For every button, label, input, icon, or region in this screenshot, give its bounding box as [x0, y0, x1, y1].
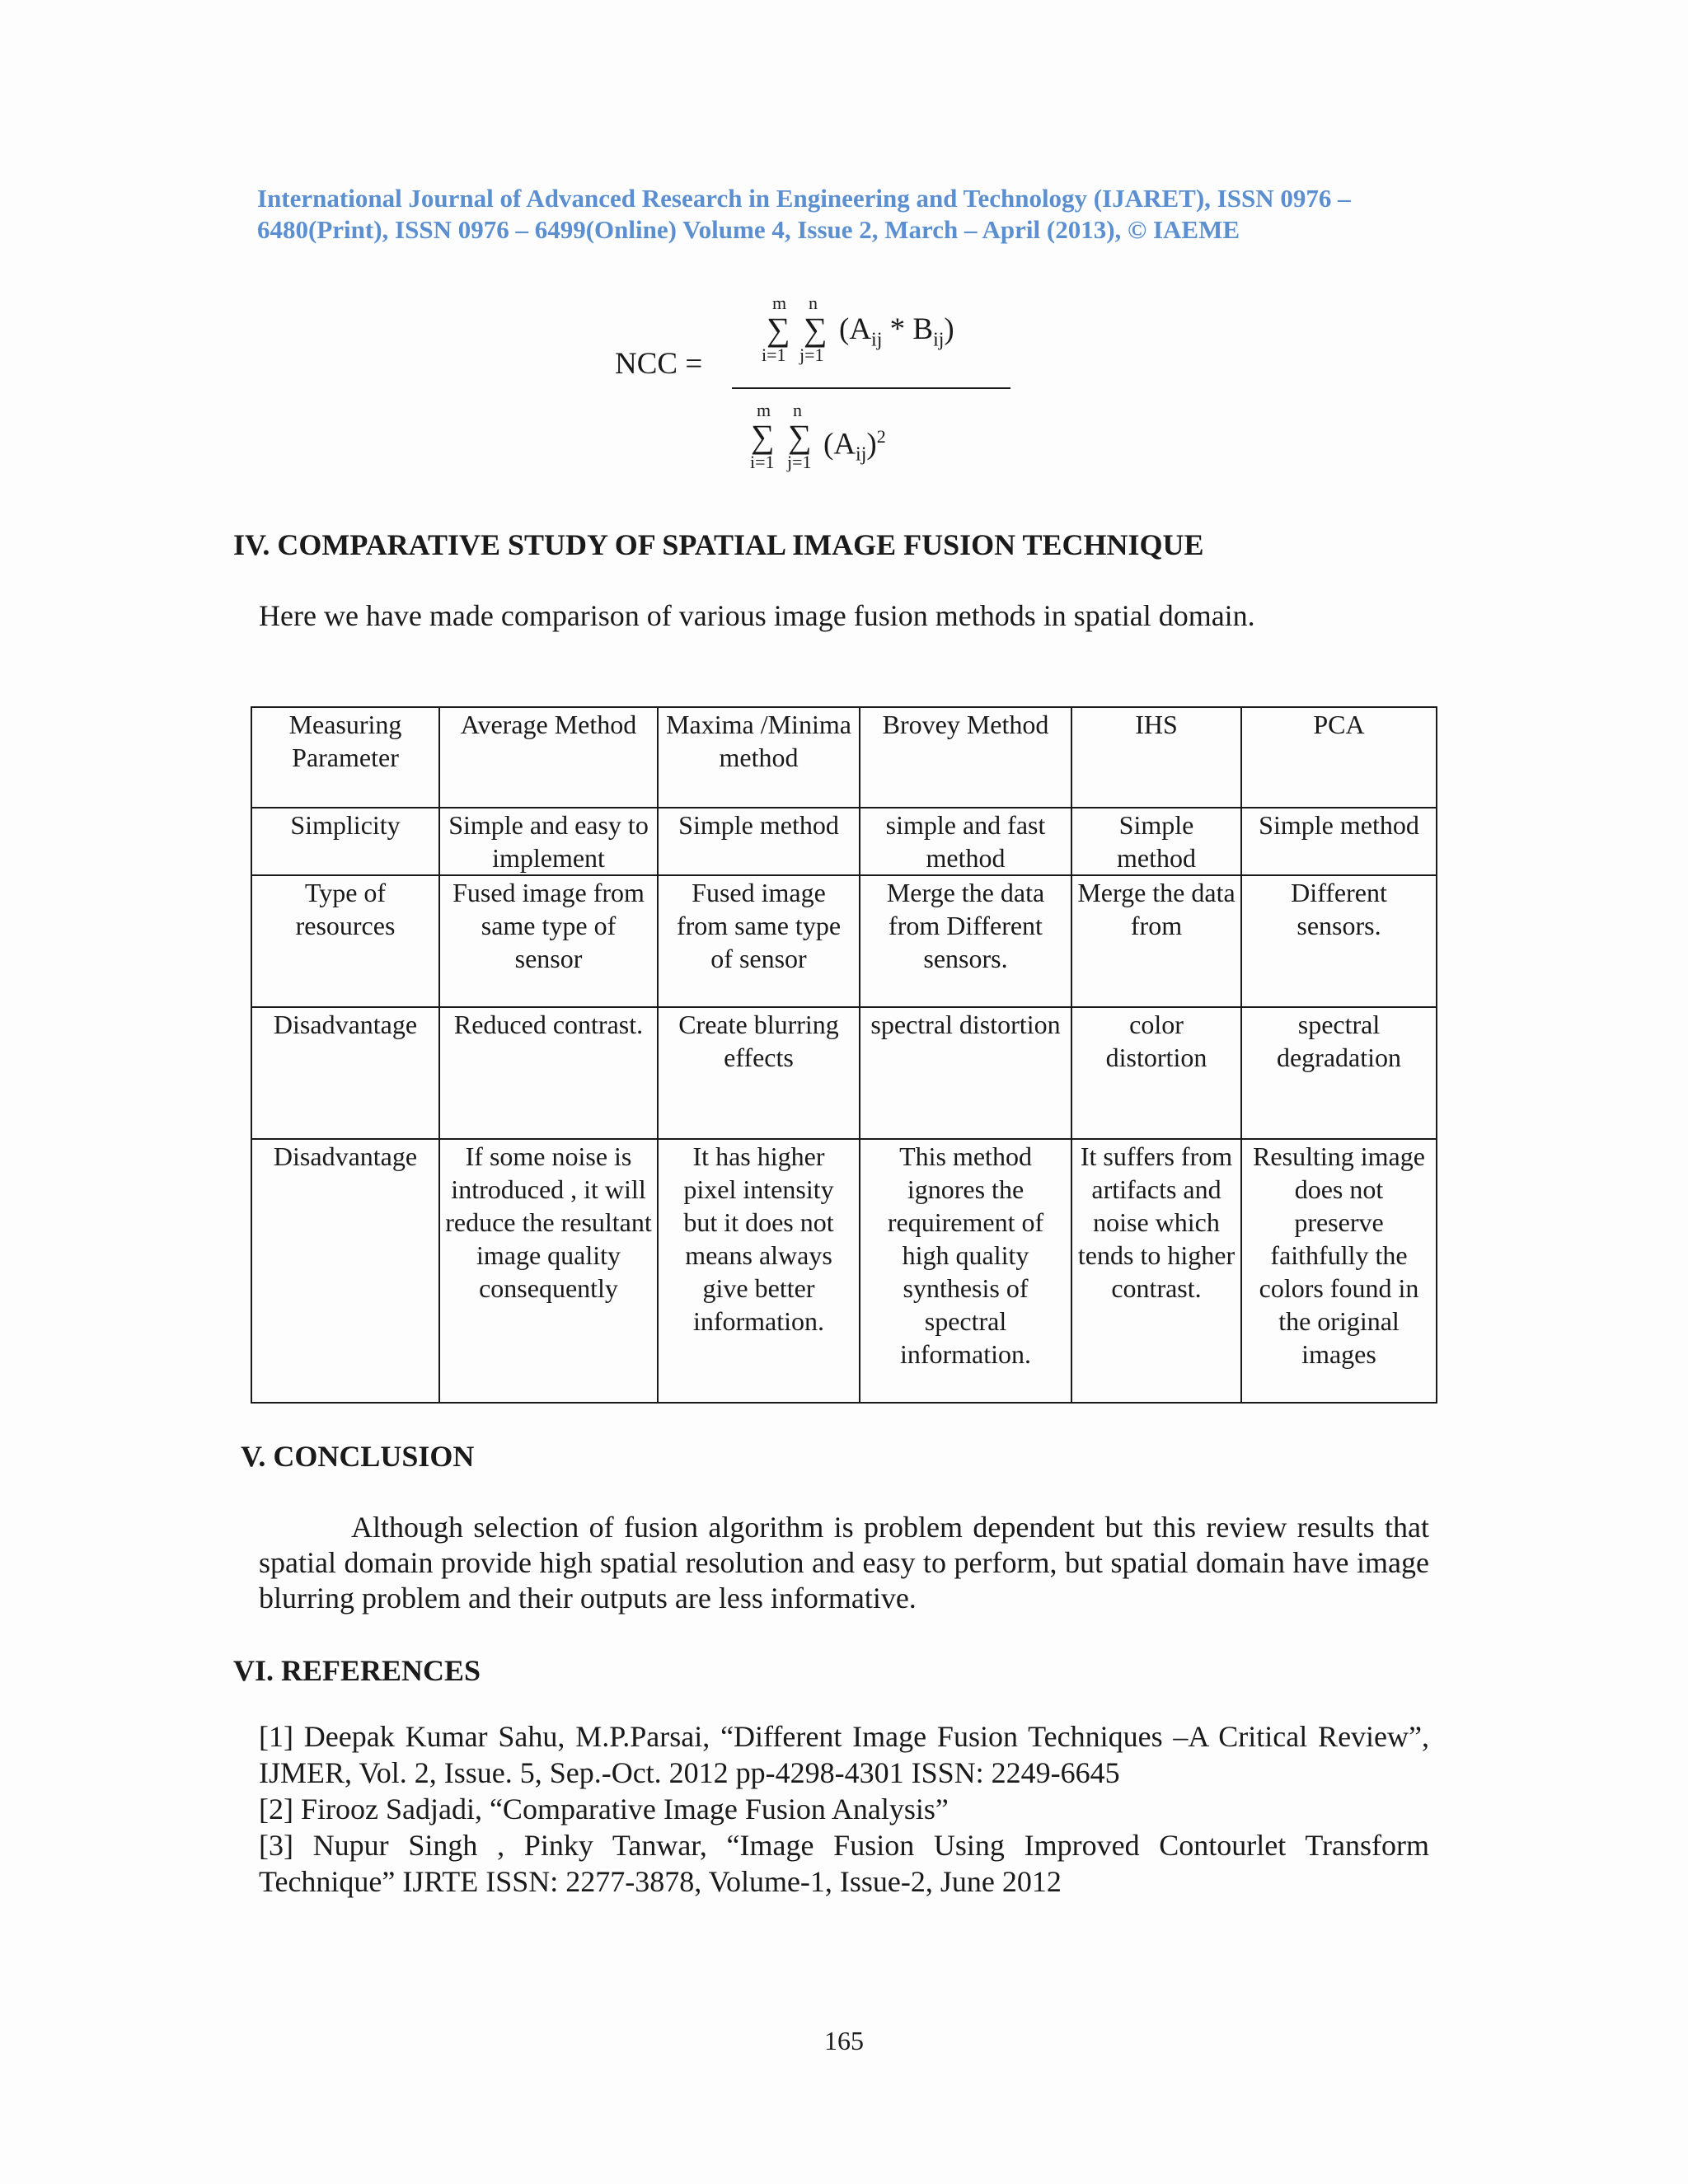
table-cell: Simplicity: [251, 808, 439, 875]
table-header-cell: Measuring Parameter: [251, 707, 439, 808]
conclusion-paragraph: Although selection of fusion algorithm is problem dependent but this review results that spatial domain provide high spatial resolution and easy to perform, but spatial domain have image blurring problem and their outputs are less informative.: [259, 1511, 1429, 1615]
journal-header: International Journal of Advanced Research in Engineering and Technology (IJARET), ISSN 0976 – 6480(Print), ISSN 0976 – 6499(Online) Volume 4, Issue 2, March – April (2013), © IAEME: [257, 184, 1351, 244]
table-cell: Fused image from same type of sensor: [658, 875, 860, 1007]
den-sum-j-symbol: ∑: [788, 418, 812, 455]
den-lower-i: i=1: [750, 452, 775, 472]
table-header-row: [251, 707, 1437, 808]
table-header-cell: Brovey Method: [860, 707, 1071, 808]
table-row: [251, 875, 1437, 1007]
table-header-cell: Maxima /Minima method: [658, 707, 860, 808]
den-upper-i: m: [757, 400, 771, 420]
table-row: [251, 1007, 1437, 1139]
reference-item: [2] Firooz Sadjadi, “Comparative Image Fusion Analysis”: [259, 1793, 949, 1825]
table-cell: Merge the data from: [1071, 875, 1241, 1007]
table-cell: Simple and easy to implement: [439, 808, 658, 875]
table-header-cell: PCA: [1241, 707, 1437, 808]
reference-list: [259, 1718, 1429, 1900]
table-cell: Merge the data from Different sensors.: [860, 875, 1071, 1007]
den-upper-j: n: [793, 400, 802, 420]
num-expression: $(A_{ij} * B_{ij})$: [839, 312, 954, 351]
den-sum-i-symbol: ∑: [751, 418, 775, 455]
table-cell: Disadvantage: [251, 1007, 439, 1139]
table-cell: color distortion: [1071, 1007, 1241, 1139]
table-cell: This method ignores the requirement of high quality synthesis of spectral information.: [860, 1139, 1071, 1403]
formula-lhs: NCC =: [615, 347, 703, 381]
num-lower-i: i=1: [762, 344, 786, 365]
table-row: [251, 1139, 1437, 1403]
num-sum-j-symbol: ∑: [804, 311, 828, 348]
num-upper-i: m: [772, 293, 787, 313]
table-cell: Reduced contrast.: [439, 1007, 658, 1139]
table-row: [251, 808, 1437, 875]
fraction-bar: [732, 387, 1010, 389]
table-cell: Simple method: [1241, 808, 1437, 875]
table-cell: Different sensors.: [1241, 875, 1437, 1007]
den-expression: $(A_{ij})^2$: [823, 426, 886, 466]
table-cell: Simple method: [658, 808, 860, 875]
reference-item: [3] Nupur Singh , Pinky Tanwar, “Image Fusion Using Improved Contourlet Transform Technique” IJRTE ISSN: 2277-3878, Volume-1, Issue-2, June 2012: [259, 1829, 1429, 1898]
table-cell: Type of resources: [251, 875, 439, 1007]
section-heading-conclusion: V. CONCLUSION: [241, 1440, 475, 1473]
table-cell: simple and fast method: [860, 808, 1071, 875]
reference-item: [1] Deepak Kumar Sahu, M.P.Parsai, “Different Image Fusion Techniques –A Critical Review”, IJMER, Vol. 2, Issue. 5, Sep.-Oct. 2012 pp-4298-4301 ISSN: 2249-6645: [259, 1720, 1429, 1789]
table-cell: It suffers from artifacts and noise which tends to higher contrast.: [1071, 1139, 1241, 1403]
table-cell: spectral degradation: [1241, 1007, 1437, 1139]
table-cell: If some noise is introduced , it will reduce the resultant image quality consequently: [439, 1139, 658, 1403]
table-cell: Simple method: [1071, 808, 1241, 875]
table-cell: Fused image from same type of sensor: [439, 875, 658, 1007]
section-heading-references: VI. REFERENCES: [233, 1654, 481, 1687]
num-lower-j: j=1: [799, 344, 824, 365]
table-cell: spectral distortion: [860, 1007, 1071, 1139]
section-heading-comparative-study: IV. COMPARATIVE STUDY OF SPATIAL IMAGE FUSION TECHNIQUE: [233, 528, 1204, 561]
table-cell: It has higher pixel intensity but it does not means always give better information.: [658, 1139, 860, 1403]
comparison-table: [251, 706, 1437, 1404]
section-intro-text: Here we have made comparison of various image fusion methods in spatial domain.: [259, 599, 1255, 632]
table-cell: Create blurring effects: [658, 1007, 860, 1139]
page-number: 165: [824, 2026, 864, 2055]
table-cell: Disadvantage: [251, 1139, 439, 1403]
num-upper-j: n: [809, 293, 818, 313]
table-cell: Resulting image does not preserve faithfully the colors found in the original images: [1241, 1139, 1437, 1403]
den-lower-j: j=1: [787, 452, 812, 472]
table-header-cell: Average Method: [439, 707, 658, 808]
table-header-cell: IHS: [1071, 707, 1241, 808]
num-sum-i-symbol: ∑: [767, 311, 790, 348]
